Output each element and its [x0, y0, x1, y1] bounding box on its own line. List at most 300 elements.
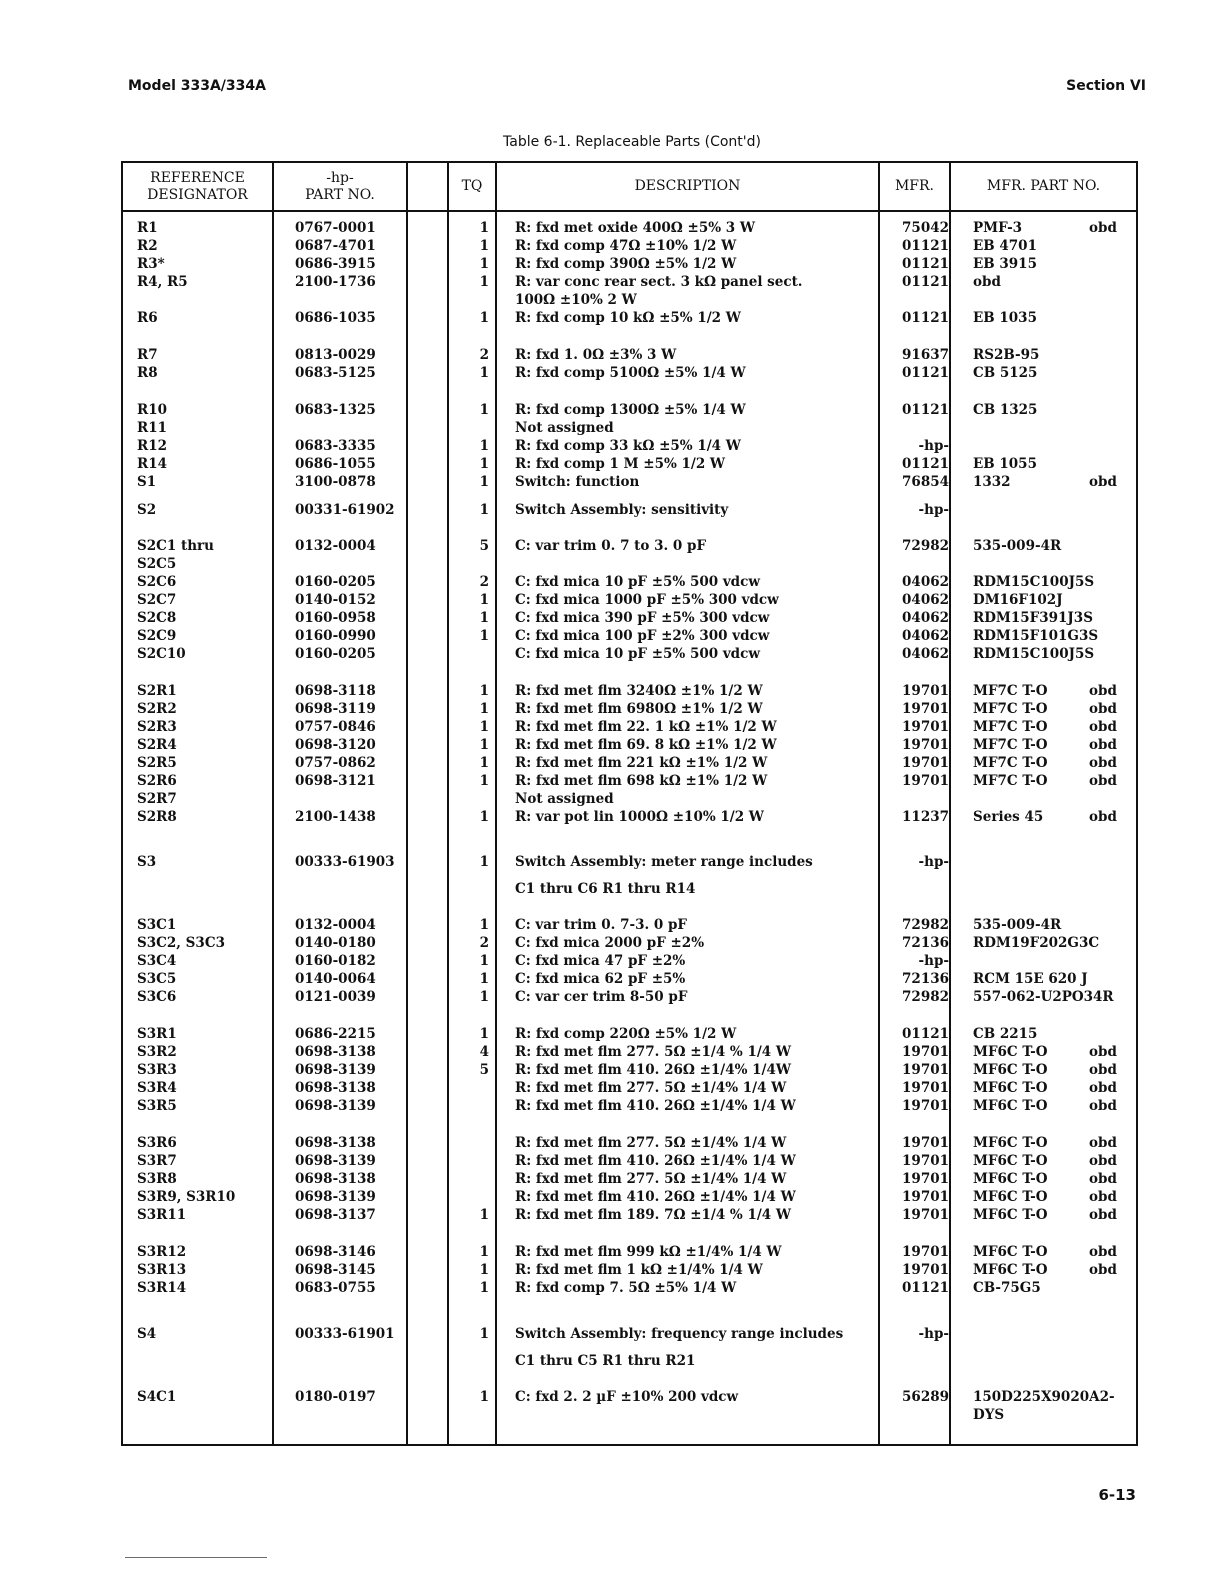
cell-mpn: MF6C T-O: [973, 1207, 1048, 1223]
table-row: [123, 754, 1136, 772]
cell-hp: 0683-3335: [295, 438, 376, 454]
cell-mfr: 01121: [902, 274, 949, 290]
cell-hp: 0160-0182: [295, 953, 376, 969]
cell-hp: 0686-3915: [295, 256, 376, 272]
cell-mfr: 91637: [902, 347, 949, 363]
cell-ref: S3R3: [137, 1062, 177, 1078]
table-row: [123, 1043, 1136, 1061]
cell-mfr: 19701: [902, 755, 949, 771]
cell-hp: 00333-61901: [295, 1326, 395, 1342]
cell-hp: 0698-3139: [295, 1098, 376, 1114]
cell-mpn: 535-009-4R: [973, 917, 1062, 933]
cell-obd: obd: [1089, 1171, 1117, 1187]
table-row: [123, 970, 1136, 988]
table-row: [123, 1134, 1136, 1152]
cell-hp: 0132-0004: [295, 917, 376, 933]
cell-hp: 0180-0197: [295, 1389, 376, 1405]
cell-ref: S2R6: [137, 773, 177, 789]
cell-hp: 0698-3138: [295, 1135, 376, 1151]
cell-mpn: MF6C T-O: [973, 1153, 1048, 1169]
cell-obd: obd: [1089, 220, 1117, 236]
cell-desc: R: fxd met flm 221 kΩ ±1% 1/2 W: [515, 755, 768, 771]
cell-tq: 1: [479, 1326, 489, 1342]
cell-ref: S3C1: [137, 917, 177, 933]
cell-mfr: 72136: [902, 935, 949, 951]
cell-hp: 0686-1035: [295, 310, 376, 326]
cell-ref: S3R4: [137, 1080, 177, 1096]
cell-mpn: 1332: [973, 474, 1011, 490]
cell-mpn: EB 1035: [973, 310, 1037, 326]
cell-desc: R: fxd comp 220Ω ±5% 1/2 W: [515, 1026, 737, 1042]
cell-mfr: 01121: [902, 238, 949, 254]
cell-desc: C1 thru C5 R1 thru R21: [515, 1353, 696, 1369]
table-row: [123, 455, 1136, 473]
table-row: [123, 880, 1136, 898]
cell-mpn: obd: [973, 274, 1001, 290]
cell-ref: S2R8: [137, 809, 177, 825]
cell-hp: 0683-5125: [295, 365, 376, 381]
cell-hp: 0698-3120: [295, 737, 376, 753]
cell-desc: C: fxd mica 62 pF ±5%: [515, 971, 686, 987]
cell-mfr: -hp-: [918, 438, 949, 454]
cell-tq: 1: [479, 917, 489, 933]
cell-obd: obd: [1089, 701, 1117, 717]
col-header-ref-line2: DESIGNATOR: [147, 186, 248, 203]
cell-obd: obd: [1089, 1262, 1117, 1278]
cell-ref: S3R14: [137, 1280, 187, 1296]
table-row: [123, 853, 1136, 871]
cell-mfr: 19701: [902, 683, 949, 699]
cell-ref: S2R7: [137, 791, 177, 807]
cell-desc: R: fxd met flm 410. 26Ω ±1/4% 1/4 W: [515, 1153, 796, 1169]
cell-desc: R: fxd met flm 410. 26Ω ±1/4% 1/4 W: [515, 1098, 796, 1114]
cell-mfr: 11237: [902, 809, 949, 825]
table-row: [123, 1325, 1136, 1343]
cell-tq: 5: [479, 538, 489, 554]
cell-desc: R: fxd met flm 277. 5Ω ±1/4 % 1/4 W: [515, 1044, 792, 1060]
cell-obd: obd: [1089, 1244, 1117, 1260]
col-header-ref: [123, 163, 272, 210]
cell-desc: R: fxd met flm 277. 5Ω ±1/4% 1/4 W: [515, 1171, 787, 1187]
cell-mpn: DM16F102J: [973, 592, 1063, 608]
cell-ref: R2: [137, 238, 158, 254]
cell-ref: R14: [137, 456, 168, 472]
cell-mpn: 150D225X9020A2-: [973, 1389, 1115, 1405]
cell-hp: 2100-1438: [295, 809, 376, 825]
cell-mfr: 01121: [902, 256, 949, 272]
cell-mfr: 19701: [902, 1098, 949, 1114]
cell-desc: C: fxd mica 47 pF ±2%: [515, 953, 686, 969]
cell-mpn: 557-062-U2PO34R: [973, 989, 1114, 1005]
cell-obd: obd: [1089, 809, 1117, 825]
cell-obd: obd: [1089, 1135, 1117, 1151]
cell-mfr: 19701: [902, 701, 949, 717]
cell-obd: obd: [1089, 1098, 1117, 1114]
cell-desc: R: fxd comp 33 kΩ ±5% 1/4 W: [515, 438, 741, 454]
cell-mpn: MF7C T-O: [973, 737, 1048, 753]
cell-mpn: EB 3915: [973, 256, 1037, 272]
cell-ref: S2R3: [137, 719, 177, 735]
cell-hp: 0757-0862: [295, 755, 376, 771]
cell-obd: obd: [1089, 1062, 1117, 1078]
cell-hp: 0160-0205: [295, 574, 376, 590]
cell-ref: S4: [137, 1326, 157, 1342]
cell-tq: 1: [479, 683, 489, 699]
cell-tq: 1: [479, 628, 489, 644]
table-row: [123, 1261, 1136, 1279]
cell-mpn: MF6C T-O: [973, 1080, 1048, 1096]
cell-desc: R: fxd met flm 189. 7Ω ±1/4 % 1/4 W: [515, 1207, 792, 1223]
cell-mfr: 19701: [902, 1207, 949, 1223]
footer-rule: [125, 1557, 267, 1558]
cell-mfr: 56289: [902, 1389, 949, 1405]
cell-hp: 0140-0064: [295, 971, 376, 987]
cell-mpn: MF6C T-O: [973, 1244, 1048, 1260]
cell-mpn: 535-009-4R: [973, 538, 1062, 554]
table-row: [123, 473, 1136, 491]
cell-hp: 0767-0001: [295, 220, 376, 236]
cell-mpn: MF6C T-O: [973, 1062, 1048, 1078]
table-row: [123, 718, 1136, 736]
cell-tq: 1: [479, 1207, 489, 1223]
cell-ref: S2C8: [137, 610, 177, 626]
table-row: [123, 1170, 1136, 1188]
cell-hp: 0132-0004: [295, 538, 376, 554]
cell-mpn: PMF-3: [973, 220, 1023, 236]
cell-desc: Switch Assembly: meter range includes: [515, 854, 813, 870]
cell-tq: 1: [479, 474, 489, 490]
cell-desc: R: fxd 1. 0Ω ±3% 3 W: [515, 347, 677, 363]
cell-desc: C: var trim 0. 7 to 3. 0 pF: [515, 538, 707, 554]
cell-mfr: 75042: [902, 220, 949, 236]
cell-mpn: MF7C T-O: [973, 773, 1048, 789]
cell-obd: obd: [1089, 474, 1117, 490]
cell-tq: 2: [479, 347, 489, 363]
cell-desc: C: fxd mica 10 pF ±5% 500 vdcw: [515, 574, 760, 590]
table-row: [123, 1406, 1136, 1424]
table-row: [123, 346, 1136, 364]
cell-mpn: RDM15F101G3S: [973, 628, 1099, 644]
cell-hp: 0698-3138: [295, 1171, 376, 1187]
cell-mpn: MF6C T-O: [973, 1171, 1048, 1187]
cell-desc: R: fxd comp 47Ω ±10% 1/2 W: [515, 238, 737, 254]
cell-ref: R8: [137, 365, 158, 381]
header-divider: [123, 210, 1136, 212]
cell-hp: 0698-3118: [295, 683, 376, 699]
cell-ref: S4C1: [137, 1389, 177, 1405]
cell-desc: 100Ω ±10% 2 W: [515, 292, 637, 308]
cell-ref: S1: [137, 474, 157, 490]
cell-hp: 2100-1736: [295, 274, 376, 290]
col-header-ref-line1: REFERENCE: [150, 169, 245, 186]
cell-hp: 0757-0846: [295, 719, 376, 735]
cell-hp: 0698-3138: [295, 1080, 376, 1096]
cell-mfr: 19701: [902, 737, 949, 753]
cell-obd: obd: [1089, 719, 1117, 735]
cell-hp: 0813-0029: [295, 347, 376, 363]
cell-hp: 0687-4701: [295, 238, 376, 254]
col-header-desc: DESCRIPTION: [634, 178, 741, 194]
cell-mpn: MF7C T-O: [973, 701, 1048, 717]
cell-ref: S3R7: [137, 1153, 177, 1169]
cell-ref: S3: [137, 854, 157, 870]
table-row: [123, 790, 1136, 808]
cell-mfr: 19701: [902, 1044, 949, 1060]
cell-ref: S3R6: [137, 1135, 177, 1151]
cell-tq: 1: [479, 220, 489, 236]
cell-mpn: RCM 15E 620 J: [973, 971, 1088, 987]
cell-tq: 1: [479, 1280, 489, 1296]
cell-ref: R3*: [137, 256, 165, 272]
cell-tq: 1: [479, 456, 489, 472]
cell-mpn: CB 2215: [973, 1026, 1038, 1042]
cell-obd: obd: [1089, 1207, 1117, 1223]
cell-desc: C: fxd 2. 2 µF ±10% 200 vdcw: [515, 1389, 739, 1405]
cell-ref: R10: [137, 402, 168, 418]
cell-ref: S2C7: [137, 592, 177, 608]
cell-ref: S3R8: [137, 1171, 177, 1187]
cell-mpn: RDM15C100J5S: [973, 646, 1095, 662]
cell-tq: 2: [479, 935, 489, 951]
cell-mpn: Series 45: [973, 809, 1044, 825]
cell-obd: obd: [1089, 755, 1117, 771]
cell-desc: C: var trim 0. 7-3. 0 pF: [515, 917, 687, 933]
page-number: 6-13: [1098, 1486, 1136, 1504]
cell-mfr: 19701: [902, 1062, 949, 1078]
cell-tq: 1: [479, 310, 489, 326]
table-row: [123, 1352, 1136, 1370]
table-row: [123, 609, 1136, 627]
cell-ref: S3C2, S3C3: [137, 935, 225, 951]
cell-mfr: 19701: [902, 1171, 949, 1187]
cell-mfr: 04062: [902, 592, 949, 608]
cell-desc: R: fxd met flm 277. 5Ω ±1/4% 1/4 W: [515, 1135, 787, 1151]
cell-hp: 0698-3146: [295, 1244, 376, 1260]
cell-ref: S3R5: [137, 1098, 177, 1114]
cell-mfr: 19701: [902, 1135, 949, 1151]
cell-hp: 0160-0205: [295, 646, 376, 662]
cell-mpn: CB 1325: [973, 402, 1038, 418]
table-row: [123, 309, 1136, 327]
cell-desc: R: fxd met flm 69. 8 kΩ ±1% 1/2 W: [515, 737, 777, 753]
cell-tq: 1: [479, 256, 489, 272]
cell-tq: 1: [479, 854, 489, 870]
cell-tq: 1: [479, 365, 489, 381]
cell-tq: 1: [479, 1262, 489, 1278]
cell-desc: R: fxd met flm 999 kΩ ±1/4% 1/4 W: [515, 1244, 782, 1260]
cell-tq: 1: [479, 953, 489, 969]
cell-mfr: 72982: [902, 989, 949, 1005]
cell-mfr: 76854: [902, 474, 949, 490]
cell-desc: C1 thru C6 R1 thru R14: [515, 881, 696, 897]
cell-ref: S3R11: [137, 1207, 187, 1223]
cell-ref: S3R12: [137, 1244, 187, 1260]
table-row: [123, 700, 1136, 718]
col-header-mfr: MFR.: [894, 178, 935, 194]
cell-obd: obd: [1089, 737, 1117, 753]
cell-mfr: 01121: [902, 310, 949, 326]
cell-ref: R1: [137, 220, 158, 236]
cell-tq: 1: [479, 610, 489, 626]
cell-ref: S3R13: [137, 1262, 187, 1278]
cell-ref: R7: [137, 347, 158, 363]
cell-mfr: 19701: [902, 773, 949, 789]
cell-mpn: MF7C T-O: [973, 755, 1048, 771]
table-row: [123, 501, 1136, 519]
cell-mfr: -hp-: [918, 953, 949, 969]
cell-desc: Not assigned: [515, 420, 614, 436]
cell-tq: 1: [479, 238, 489, 254]
table-row: [123, 419, 1136, 437]
cell-mfr: 04062: [902, 574, 949, 590]
cell-desc: Switch Assembly: frequency range includes: [515, 1326, 844, 1342]
table-row: [123, 364, 1136, 382]
cell-hp: 0686-1055: [295, 456, 376, 472]
cell-tq: 1: [479, 1244, 489, 1260]
cell-hp: 0698-3145: [295, 1262, 376, 1278]
cell-ref: S3R2: [137, 1044, 177, 1060]
cell-ref: S2R4: [137, 737, 177, 753]
cell-tq: 1: [479, 438, 489, 454]
cell-mpn: RDM15F391J3S: [973, 610, 1093, 626]
cell-hp: 0121-0039: [295, 989, 376, 1005]
cell-tq: 1: [479, 1389, 489, 1405]
cell-mpn: MF6C T-O: [973, 1044, 1048, 1060]
cell-tq: 1: [479, 773, 489, 789]
cell-desc: R: fxd met flm 6980Ω ±1% 1/2 W: [515, 701, 763, 717]
cell-obd: obd: [1089, 1153, 1117, 1169]
cell-tq: 5: [479, 1062, 489, 1078]
cell-ref: S2C10: [137, 646, 186, 662]
cell-mpn: EB 4701: [973, 238, 1037, 254]
cell-hp: 0698-3139: [295, 1153, 376, 1169]
table-row: [123, 555, 1136, 573]
cell-mpn: CB-75G5: [973, 1280, 1041, 1296]
cell-mpn: MF6C T-O: [973, 1189, 1048, 1205]
cell-desc: R: fxd comp 390Ω ±5% 1/2 W: [515, 256, 737, 272]
table-row: [123, 401, 1136, 419]
table-row: [123, 219, 1136, 237]
cell-hp: 0140-0180: [295, 935, 376, 951]
cell-hp: 0698-3119: [295, 701, 376, 717]
cell-desc: R: fxd comp 1300Ω ±5% 1/4 W: [515, 402, 746, 418]
cell-tq: 1: [479, 502, 489, 518]
cell-hp: 0160-0958: [295, 610, 376, 626]
cell-mpn: MF6C T-O: [973, 1135, 1048, 1151]
cell-hp: 0698-3138: [295, 1044, 376, 1060]
cell-mfr: -hp-: [918, 502, 949, 518]
col-header-mpn: MFR. PART NO.: [986, 178, 1101, 194]
cell-desc: R: fxd met oxide 400Ω ±5% 3 W: [515, 220, 756, 236]
cell-desc: C: fxd mica 2000 pF ±2%: [515, 935, 705, 951]
cell-mfr: 72982: [902, 917, 949, 933]
cell-mfr: 72982: [902, 538, 949, 554]
cell-ref: R4, R5: [137, 274, 188, 290]
table-row: [123, 573, 1136, 591]
cell-desc: R: fxd comp 1 M ±5% 1/2 W: [515, 456, 726, 472]
cell-mfr: 04062: [902, 646, 949, 662]
table-row: [123, 537, 1136, 555]
table-row: [123, 736, 1136, 754]
parts-table: [121, 161, 1138, 1446]
cell-desc: R: fxd met flm 410. 26Ω ±1/4% 1/4W: [515, 1062, 792, 1078]
cell-hp: 00333-61903: [295, 854, 395, 870]
cell-tq: 2: [479, 574, 489, 590]
cell-ref: S2C9: [137, 628, 177, 644]
table-row: [123, 1097, 1136, 1115]
cell-tq: 1: [479, 402, 489, 418]
cell-desc: R: fxd met flm 698 kΩ ±1% 1/2 W: [515, 773, 768, 789]
cell-ref: R12: [137, 438, 168, 454]
cell-ref: S3R1: [137, 1026, 177, 1042]
cell-ref: S2R2: [137, 701, 177, 717]
cell-ref: S3C4: [137, 953, 177, 969]
cell-desc: R: fxd met flm 277. 5Ω ±1/4% 1/4 W: [515, 1080, 787, 1096]
cell-desc: R: var pot lin 1000Ω ±10% 1/2 W: [515, 809, 764, 825]
cell-mfr: 19701: [902, 1262, 949, 1278]
cell-obd: obd: [1089, 683, 1117, 699]
cell-mpn: CB 5125: [973, 365, 1038, 381]
cell-desc: Not assigned: [515, 791, 614, 807]
col-header-hp-line2: PART NO.: [305, 186, 375, 203]
table-row: [123, 1243, 1136, 1261]
cell-mfr: 19701: [902, 1153, 949, 1169]
cell-mfr: 01121: [902, 365, 949, 381]
table-row: [123, 627, 1136, 645]
cell-tq: 1: [479, 971, 489, 987]
table-row: [123, 1061, 1136, 1079]
cell-tq: 1: [479, 989, 489, 1005]
cell-ref: S2R1: [137, 683, 177, 699]
table-row: [123, 1279, 1136, 1297]
table-row: [123, 1388, 1136, 1406]
table-row: [123, 1188, 1136, 1206]
cell-hp: 3100-0878: [295, 474, 376, 490]
cell-ref: S3C5: [137, 971, 177, 987]
cell-tq: 1: [479, 274, 489, 290]
cell-hp: 0686-2215: [295, 1026, 376, 1042]
cell-ref: S3C6: [137, 989, 177, 1005]
cell-tq: 1: [479, 701, 489, 717]
cell-mfr: 19701: [902, 719, 949, 735]
cell-desc: R: fxd comp 7. 5Ω ±5% 1/4 W: [515, 1280, 737, 1296]
cell-desc: R: fxd comp 5100Ω ±5% 1/4 W: [515, 365, 746, 381]
col-header-hp-line1: -hp-: [326, 169, 354, 186]
cell-mfr: 01121: [902, 1026, 949, 1042]
cell-hp: 0698-3139: [295, 1062, 376, 1078]
cell-hp: 0140-0152: [295, 592, 376, 608]
cell-mpn: RDM15C100J5S: [973, 574, 1095, 590]
cell-ref: S2C1 thru: [137, 538, 214, 554]
cell-obd: obd: [1089, 773, 1117, 789]
table-caption: Table 6-1. Replaceable Parts (Cont'd): [503, 134, 761, 150]
table-row: [123, 1206, 1136, 1224]
table-row: [123, 808, 1136, 826]
table-row: [123, 916, 1136, 934]
cell-mfr: 19701: [902, 1080, 949, 1096]
cell-obd: obd: [1089, 1080, 1117, 1096]
cell-mfr: 01121: [902, 456, 949, 472]
table-row: [123, 645, 1136, 663]
table-row: [123, 772, 1136, 790]
cell-obd: obd: [1089, 1044, 1117, 1060]
cell-mpn: EB 1055: [973, 456, 1037, 472]
cell-desc: R: fxd met flm 22. 1 kΩ ±1% 1/2 W: [515, 719, 777, 735]
table-row: [123, 273, 1136, 291]
cell-mpn: MF7C T-O: [973, 719, 1048, 735]
cell-mfr: 04062: [902, 628, 949, 644]
table-row: [123, 1152, 1136, 1170]
